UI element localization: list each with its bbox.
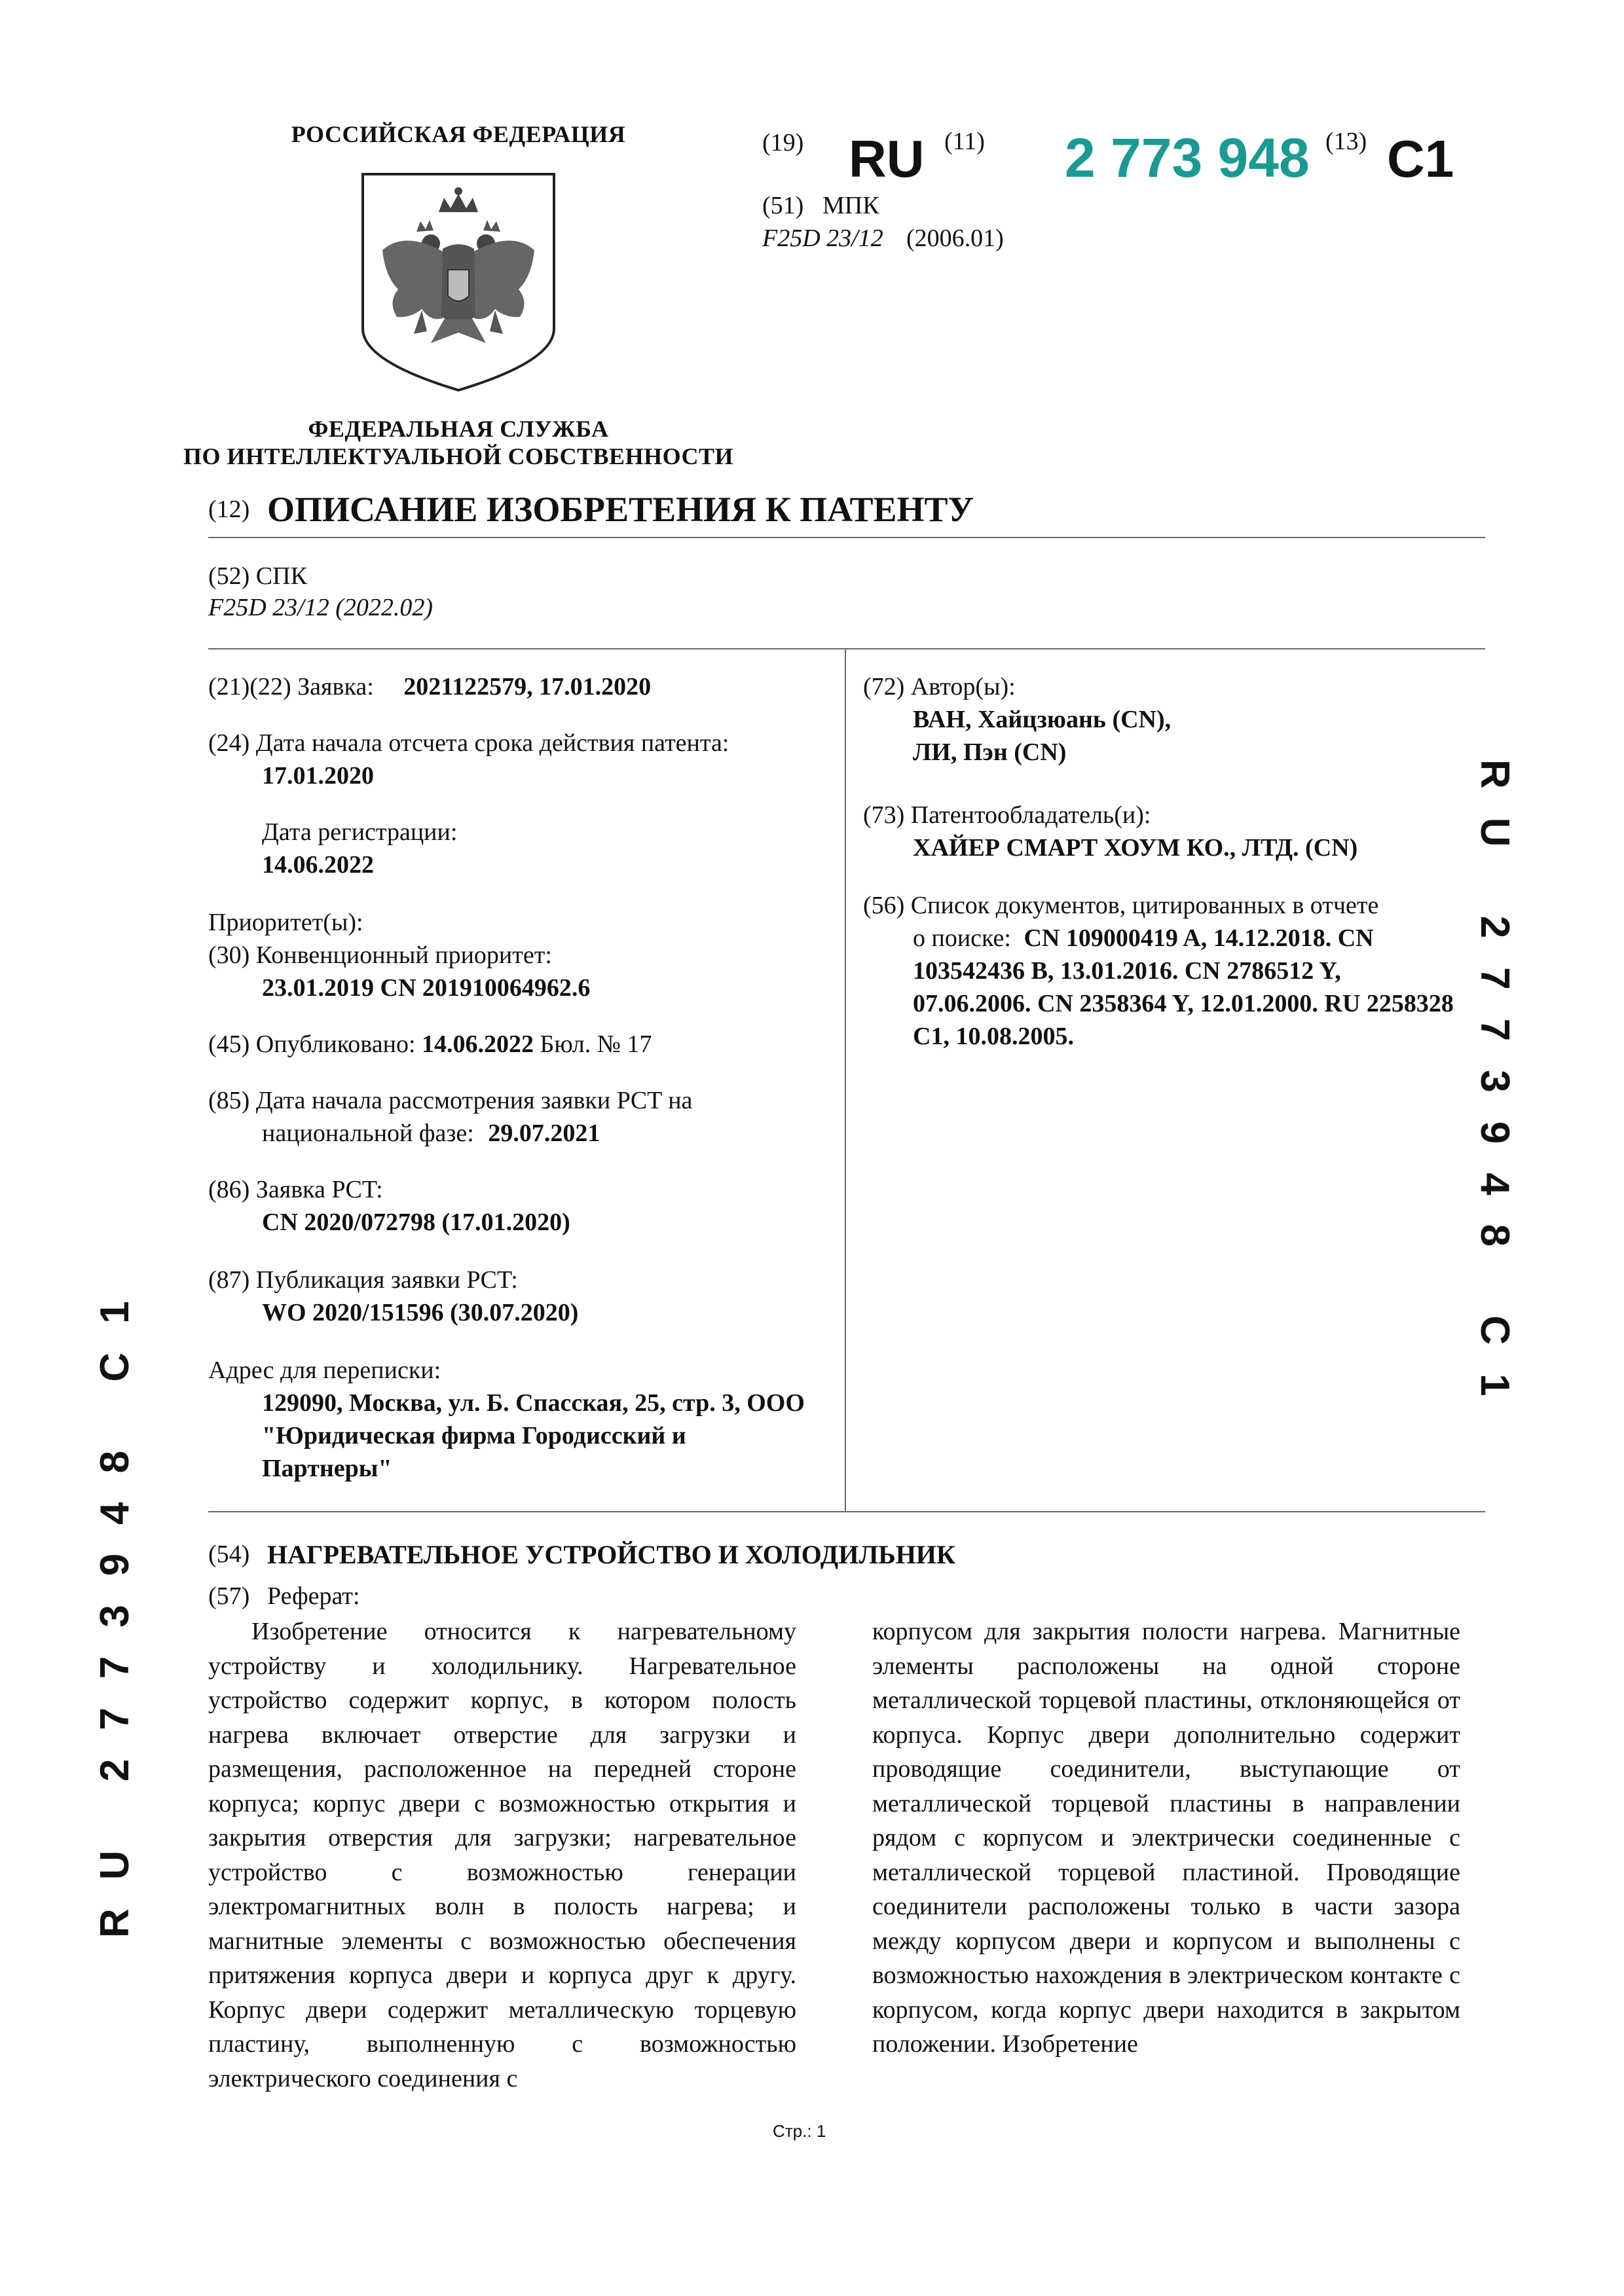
country-name: РОССИЙСКАЯ ФЕДЕРАЦИЯ [291,121,626,147]
citations-label: (56) Список документов, цитированных в отчете [863,892,1379,919]
pct-start-value: 29.07.2021 [488,1120,600,1147]
address-line: Партнеры" [262,1455,392,1482]
registration-label: Дата регистрации: [262,818,458,846]
term-start-field [208,727,830,792]
inid-51: (51) [762,192,804,219]
cpc-value: F25D 23/12 (2022.02) [208,594,434,621]
citation-line: C1, 10.08.2005. [913,1023,1074,1050]
pct-start-label: (85) Дата начала рассмотрения заявки PCT на [208,1087,693,1114]
ipc-version: (2006.01) [906,225,1004,252]
citation-line: 103542436 B, 13.01.2016. CN 2786512 Y, [913,957,1341,985]
priority-label: Приоритет(ы): [208,909,363,936]
address-line: "Юридическая фирма Городисский и [262,1422,686,1449]
registration-value: 14.06.2022 [262,851,374,879]
page-number: Стр.: 1 [773,2121,826,2141]
pct-app-value: CN 2020/072798 (17.01.2020) [262,1209,570,1236]
citations-field [863,889,1492,1053]
agency-name-line1: ФЕДЕРАЛЬНАЯ СЛУЖБА [308,416,609,442]
ipc-label: МПК [822,192,879,219]
author-name: ЛИ, Пэн (CN) [913,738,1067,766]
author-name: ВАН, Хайцзюань (CN), [913,706,1172,733]
address-line: 129090, Москва, ул. Б. Спасская, 25, стр. 3, ООО [262,1389,805,1417]
pct-publication-field [208,1264,830,1329]
ipc-class: F25D 23/12 [762,225,883,252]
pct-application-field [208,1173,830,1239]
term-start-value: 17.01.2020 [262,762,374,790]
inid-13: (13) [1325,128,1367,155]
priority-field [208,906,830,1004]
invention-title: НАГРЕВАТЕЛЬНОЕ УСТРОЙСТВО И ХОЛОДИЛЬНИК [267,1540,955,1569]
application-label: (21)(22) Заявка: [208,673,374,701]
pct-national-phase-field [208,1084,830,1150]
abstract-column-1 [208,1614,796,2096]
abstract-text: корпусом для закрытия полости нагрева. Магнитные элементы расположены на одной стороне металлической торцевой пластины, отклоняющейся от корпуса. Корпус двери дополнительно содержит проводящие соединители, выступающие от металлической торцевой пластины в направлении рядом с корпусом и электрически соединенные с металлической торцевой пластиной. Проводящие соединители расположены только в части зазора между корпусом двери и корпусом и выполнены с возможностью нахождения в электрическом контакте с корпусом, когда корпус двери находится в закрытом положении. Изобретение [872,1618,1460,2058]
office-code: RU [849,130,925,188]
published-field [208,1028,830,1061]
divider [208,537,1485,538]
holder-field [863,799,1492,864]
coat-of-arms-emblem [359,172,558,394]
pct-app-label: (86) Заявка PCT: [208,1176,383,1203]
inid-11: (11) [944,128,985,155]
authors-label: (72) Автор(ы): [863,673,1016,701]
pct-start-label-2: национальной фазе: [262,1120,474,1147]
side-identifier-left: RU 2773948 C1 [92,1272,138,1938]
agency-name-line2: ПО ИНТЕЛЛЕКТУАЛЬНОЙ СОБСТВЕННОСТИ [183,443,734,469]
abstract-text: Изобретение относится к нагревательному устройству и холодильнику. Нагревательное устройство содержит корпус, в котором полость нагрева включает отверстие для загрузки и размещения, расположенное на передней стороне корпуса; корпус двери с возможностью открытия и закрытия отверстия для загрузки; нагревательное устройство с возможностью генерации электромагнитных волн в полость нагрева; и магнитные элементы с возможностью обеспечения притяжения корпуса двери и корпуса друг к другу. Корпус двери содержит металлическую торцевую пластину, выполненную с возможностью электрического соединения с [208,1618,796,2092]
pct-pub-label: (87) Публикация заявки PCT: [208,1266,518,1294]
citations-label-2: о поиске: [913,924,1011,952]
inid-12: (12) [208,496,250,523]
citation-line: 07.06.2006. CN 2358364 Y, 12.01.2000. RU 2258328 [913,990,1454,1017]
abstract-label: Реферат: [267,1582,360,1610]
published-value: 14.06.2022 [422,1030,534,1058]
address-field [208,1354,830,1485]
cpc-label: (52) СПК [208,562,307,590]
inid-19: (19) [762,129,804,156]
abstract-column-2 [872,1614,1460,2062]
inid-57: (57) [208,1582,250,1610]
holder-name: ХАЙЕР СМАРТ ХОУМ КО., ЛТД. (CN) [913,834,1358,862]
application-field [208,670,830,703]
convention-value: 23.01.2019 CN 201910064962.6 [262,974,591,1002]
authors-field [863,670,1492,769]
inid-54: (54) [208,1540,250,1568]
holder-label: (73) Патентообладатель(и): [863,801,1151,829]
patent-number: 2 773 948 [1065,127,1310,189]
bulletin-number: Бюл. № 17 [540,1030,652,1058]
divider [208,648,1485,649]
citation-line: CN 109000419 A, 14.12.2018. CN [1024,924,1374,952]
divider [208,1511,1485,1512]
convention-label: (30) Конвенционный приоритет: [208,941,552,969]
registration-field [262,816,825,881]
side-identifier-right: RU 2773948 C1 [1472,759,1517,1425]
term-start-label: (24) Дата начала отсчета срока действия патента: [208,729,729,757]
column-divider [845,648,846,1511]
published-label: (45) Опубликовано: [208,1030,416,1058]
kind-code: C1 [1387,130,1454,188]
address-label: Адрес для переписки: [208,1357,441,1384]
pct-pub-value: WO 2020/151596 (30.07.2020) [262,1299,579,1326]
application-value: 2021122579, 17.01.2020 [403,673,652,701]
document-type: ОПИСАНИЕ ИЗОБРЕТЕНИЯ К ПАТЕНТУ [267,490,974,529]
